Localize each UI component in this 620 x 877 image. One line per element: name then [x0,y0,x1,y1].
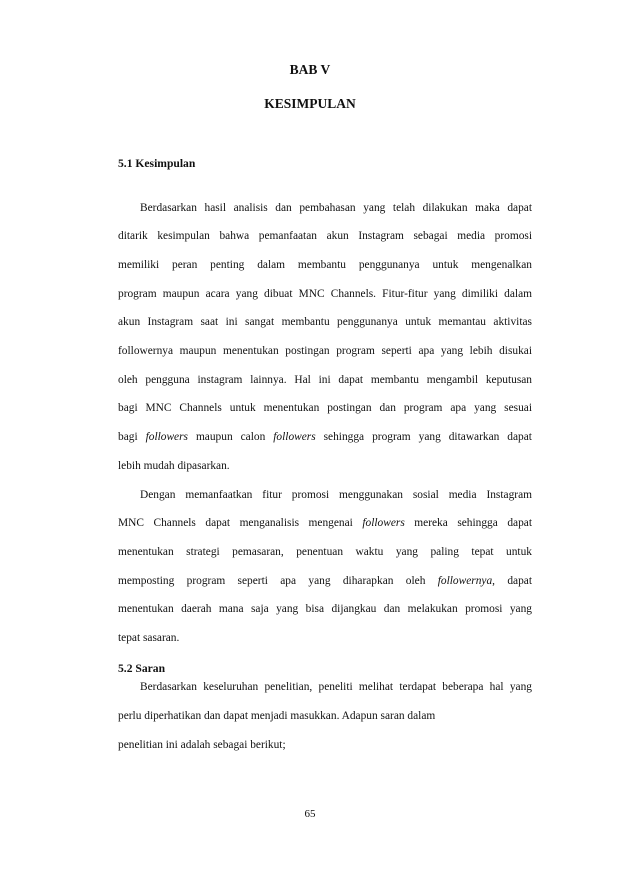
text-line: menentukan strategi pemasaran, penentuan waktu yang paling tepat untuk [118,546,532,558]
text-line: menentukan daerah mana saja yang bisa dijangkau dan melakukan promosi yang [118,603,532,615]
text-line [118,430,532,444]
text-line: tepat sasaran. [118,632,180,644]
page-number: 65 [304,808,316,820]
section-heading-5-1: 5.1 Kesimpulan [118,157,196,170]
chapter-title: KESIMPULAN [264,96,356,111]
italic-term: followernya [437,575,493,587]
text-line: memiliki peran penting dalam membantu penggunanya untuk mengenalkan [118,259,532,271]
text-line: Berdasarkan hasil analisis dan pembahasan yang telah dilakukan maka dapat [140,202,532,214]
text-line: ditarik kesimpulan bahwa pemanfaatan akun Instagram sebagai media promosi [118,230,532,242]
text-line: akun Instagram saat ini sangat membantu penggunanya untuk memantau aktivitas [118,316,532,328]
text-line: program maupun acara yang dibuat MNC Channels. Fitur-fitur yang dimiliki dalam [118,288,532,300]
text-line: oleh pengguna instagram lainnya. Hal ini dapat membantu mengambil keputusan [118,374,532,386]
text-line: penelitian ini adalah sebagai berikut; [118,739,286,751]
chapter-label: BAB V [289,62,331,77]
text-segment: MNC Channels dapat menganalisis mengenai [118,517,363,529]
text-segment: , dapat [492,575,532,587]
text-segment: maupun calon [187,431,274,443]
text-line [118,574,532,588]
text-segment: sehingga program yang ditawarkan dapat [315,431,532,443]
text-line: lebih mudah dipasarkan. [118,460,230,472]
text-segment: memposting program seperti apa yang diharapkan oleh [118,575,438,587]
text-line [118,516,532,530]
italic-term: followers [362,517,405,529]
text-line: Berdasarkan keseluruhan penelitian, peneliti melihat terdapat beberapa hal yang [140,681,532,693]
text-line: Dengan memanfaatkan fitur promosi menggunakan sosial media Instagram [140,489,532,501]
italic-term: followers [273,431,316,443]
text-segment: mereka sehingga dapat [404,517,532,529]
text-segment: bagi [118,431,146,443]
text-line: followernya maupun menentukan postingan program seperti apa yang lebih disukai [118,345,532,357]
italic-term: followers [145,431,188,443]
text-line: bagi MNC Channels untuk menentukan postingan dan program apa yang sesuai [118,402,532,414]
text-line: perlu diperhatikan dan dapat menjadi masukkan. Adapun saran dalam [118,710,436,722]
section-heading-5-2: 5.2 Saran [118,662,166,675]
